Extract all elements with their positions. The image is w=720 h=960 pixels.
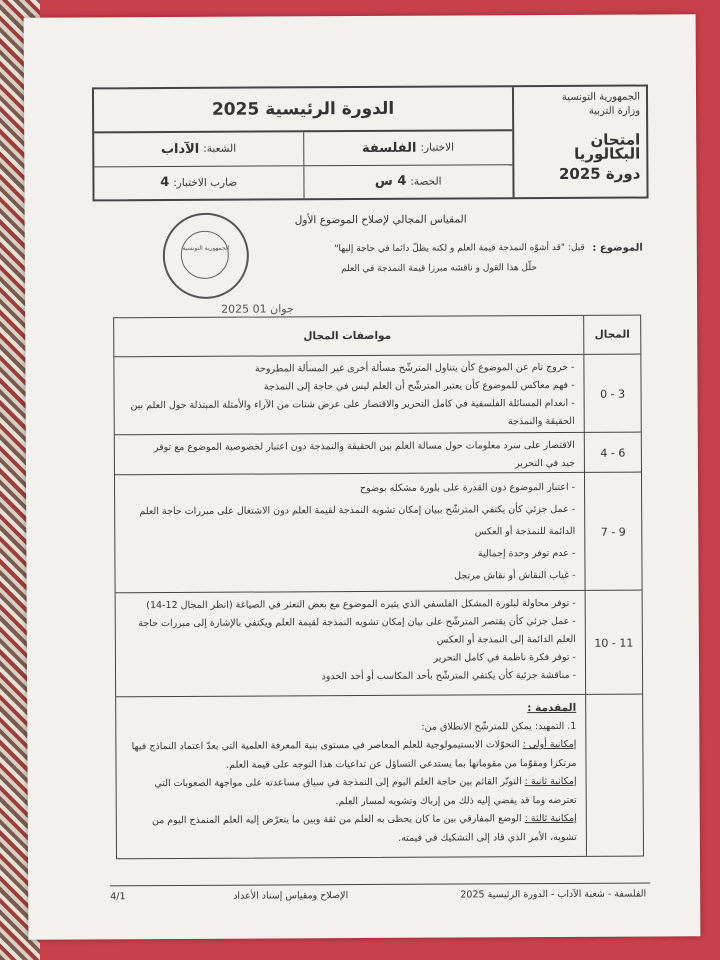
exam-header <box>92 84 649 201</box>
coef-value: 4 <box>160 175 170 191</box>
date-stamp: 2025 جوان 01 <box>221 302 294 316</box>
grading-table <box>113 315 644 860</box>
republic-label: الجمهورية التونسية <box>561 91 641 103</box>
spec-line: العلم الدائمة إلى النمذجة أو العكس <box>436 633 576 646</box>
intro-heading: المقدمة : <box>527 701 577 715</box>
intro-row <box>116 694 643 859</box>
stamp-text: الجمهورية التونسية <box>182 244 230 252</box>
option-label: إمكانية ثالثة : <box>524 812 577 825</box>
range-cell: 4 - 6 <box>584 433 641 473</box>
subject-cell <box>303 131 513 165</box>
option-text: التحوّلات الابستيمولوجية للعلم المعاصر في مستوى بنية المعرفة العلمية التي يعدّ اعتماد النماذج فيها <box>131 739 520 753</box>
intro-option-2 <box>123 773 577 794</box>
branch-value: الآداب <box>160 141 200 157</box>
stamp-emblem <box>181 231 229 279</box>
topic-instruction: حلّل هذا القول و ناقشه مبرزا قيمة النمذجة في العلم <box>341 263 537 275</box>
footer-left: الفلسفة - شعبة الآداب - الدورة الرئيسية 2025 <box>460 888 647 901</box>
spec-cell <box>122 595 576 687</box>
spec-line: - توفر فكرة ناظمة في كامل التحرير <box>433 651 576 664</box>
table-header-row <box>114 316 640 357</box>
duration-cell <box>303 165 513 199</box>
spec-line: - خروج تام عن الموضوع كأن يتناول المترشّح مسألة أخرى غير المسألة المطروحة <box>254 361 575 375</box>
branch-label: الشعبة: <box>203 142 237 156</box>
spec-line: الدائمة للنمذجة أو العكس <box>474 525 576 538</box>
col-range-header: المجال <box>583 316 640 354</box>
exam-title: امتحان البكالوريا <box>574 130 641 163</box>
main-session-title: الدورة الرئيسية 2025 <box>94 87 512 133</box>
table-row <box>115 432 641 476</box>
col-spec-header: مواصفات المجال <box>303 329 392 343</box>
intro-option-3-cont: تشويه، الأمر الذي قاد إلى التشكيك في قيمته. <box>398 831 577 844</box>
range-cell-empty <box>585 695 643 856</box>
branch-cell <box>94 132 303 166</box>
session-year: دورة 2025 <box>558 164 641 183</box>
spec-line: - توفر محاولة لبلورة المشكل الفلسفي الذي يثيره الموضوع مع بعض التعثر في الصياغة (انظر المجال 12-14) <box>146 597 576 612</box>
subject-label: الاختبار: <box>420 141 455 154</box>
spec-line: - مناقشة جزئية كأن يكتفي المترشّح بأحد المكاسب أو أحد الحدود <box>321 669 577 683</box>
ministry-label: وزارة التربية <box>588 105 641 117</box>
option-text: التوتّر القائم بين حاجة العلم اليوم إلى النمذجة في سياق مساعدته على مواجهة الصعوبات التي <box>154 776 522 790</box>
option-label: إمكانية أولى : <box>522 738 577 751</box>
table-row <box>116 590 643 698</box>
spec-line: - عمل جزئي كأن يقتصر المترشّح على بيان إمكان تشويه النمذجة لقيمة العلم ويكتفي بالإشارة إلى مبررات حاجة <box>138 615 576 630</box>
header-row-2 <box>94 165 512 200</box>
topic-quote: قيل: "قد أشوّه النمذجة قيمة العلم و لكنه يظلّ دائما في حاجة إليها" <box>334 242 585 255</box>
spec-line: - اعتبار الموضوع دون القدرة على بلورة مشكله بوضوح <box>359 481 576 495</box>
duration-label: الحصة: <box>410 175 442 188</box>
footer-middle: الإصلاح ومقياس إسناد الأعداد <box>233 890 349 902</box>
option-label: إمكانية ثانية : <box>524 775 577 788</box>
spec-line: - فهم معاكس للموضوع كأن يعتبر المترشّح أن العلم ليس في حاجة إلى النمذجة <box>263 379 575 393</box>
official-stamp <box>163 213 249 299</box>
intro-cell <box>122 699 577 849</box>
range-cell: 0 - 3 <box>583 355 640 433</box>
footer-divider <box>110 882 650 886</box>
intro-lead: 1. التمهيد: يمكن للمترشّح الانطلاق من: <box>421 720 577 733</box>
spec-cell <box>120 359 574 433</box>
header-main <box>94 87 513 199</box>
coef-label: ضارب الاختبار: <box>173 176 238 189</box>
spec-cell <box>121 477 576 589</box>
table-row <box>114 354 640 436</box>
subject-value: الفلسفة <box>361 140 417 156</box>
coef-cell <box>94 166 303 200</box>
page-number: 4/1 <box>110 891 126 903</box>
spec-line: الاقتصار على سرد معلومات حول مسالة العلم بين الحقيقة والنمذجة دون اعتبار لخصوصية الموضوع مع توفر <box>153 439 575 454</box>
topic-label: الموضوع : <box>592 242 643 254</box>
spec-line: جيد في التحرير <box>515 457 575 470</box>
intro-option-2-cont: تعترضه وما قد يفضي إليه ذلك من إرباك وتشويه لمسار العلم. <box>335 794 577 807</box>
spec-cell <box>121 437 575 475</box>
spec-line: - غياب النقاش أو نقاش مرتجل <box>454 569 576 582</box>
duration-value: 4 س <box>374 174 407 190</box>
table-row <box>115 472 642 594</box>
spec-line: - عدم توفر وحدة إجمالية <box>477 547 576 560</box>
intro-option-1 <box>122 736 576 757</box>
document-title: المقياس المجالي لإصلاح الموضوع الأول <box>294 213 467 227</box>
range-cell: 7 - 9 <box>584 473 642 591</box>
header-institution <box>512 87 647 198</box>
intro-option-1-cont: مرتكزا ومقوّما من مقوماتها بما يستدعي التساؤل عن تداعيات هذا التوجه على قيمة العلم. <box>226 757 577 771</box>
intro-option-3 <box>123 810 577 831</box>
range-cell: 10 - 11 <box>585 591 643 695</box>
spec-line: الحقيقة والنمذجة <box>507 415 575 428</box>
spec-line: - عمل جزئي كأن يكتفي المترشّح ببيان إمكان تشويه النمذجة لقيمة العلم دون الاشتغال على مبررات حاجة العلم <box>139 503 576 518</box>
exam-page <box>24 14 701 940</box>
header-row-1 <box>94 131 512 167</box>
option-text: الوضع المفارقي بين ما كان يحظى به العلم من ثقة وبين ما يتعرّض إليه العلم المنمذج اليوم من <box>151 813 522 827</box>
spec-line: - انعدام المسائلة الفلسفية في كامل التحرير والاقتصار على عرض شتات من الآراء والأمثلة المبتذلة حول العلم بين <box>130 397 575 412</box>
